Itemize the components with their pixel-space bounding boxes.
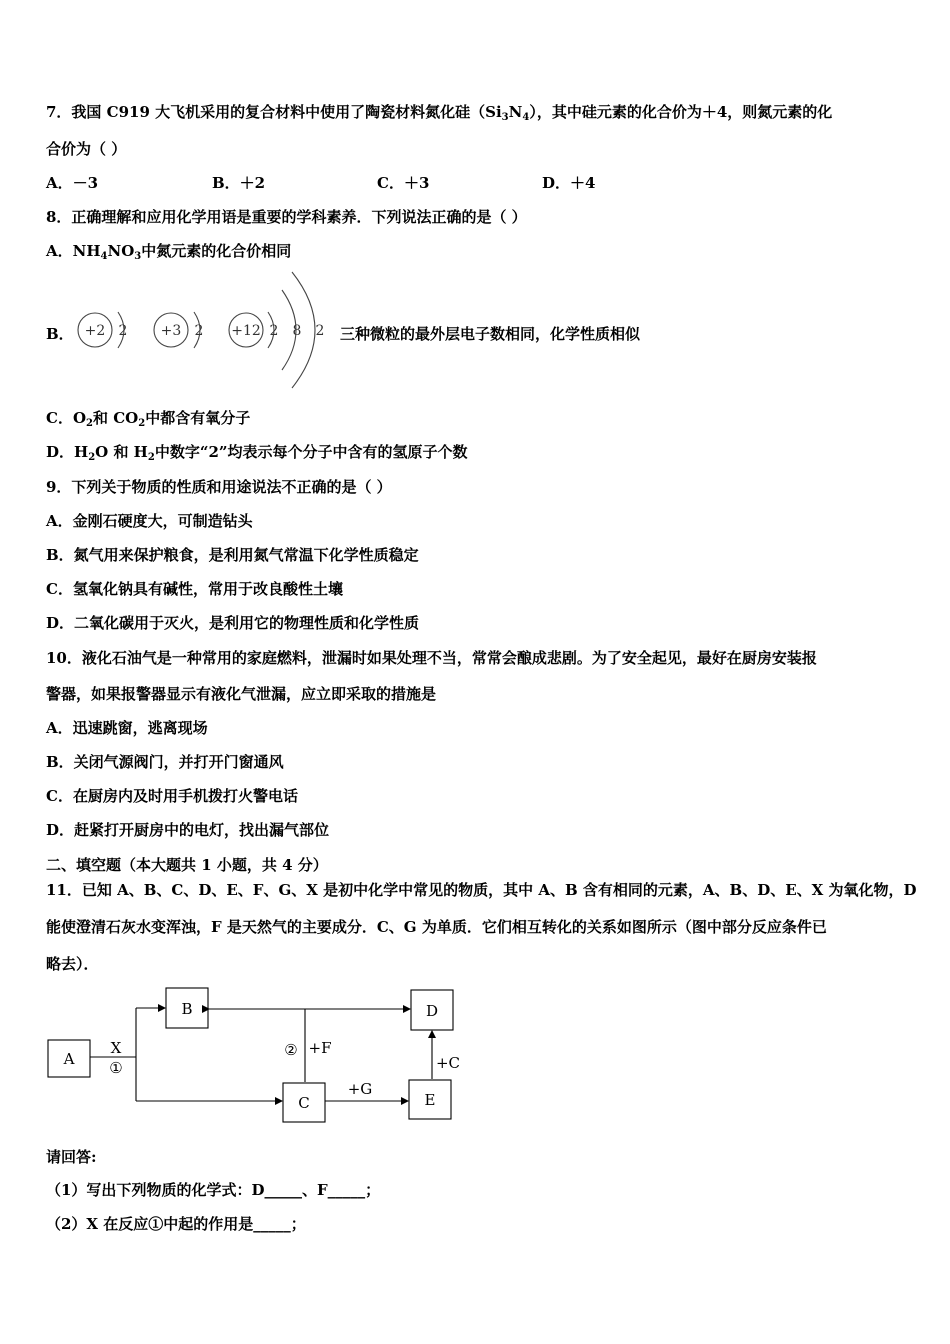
label-plus-c: +C: [435, 1054, 461, 1072]
q11-stem-line1: 11．已知 A、B、C、D、E、F、G、X 是初中化学中常见的物质，其中 A、B 含有相同的元素，A、B、D、E、X 为氧化物，D: [46, 881, 917, 899]
box-b-label: B: [181, 1000, 193, 1018]
q7-option-a: A．－3: [46, 174, 99, 192]
q11-stem-line3: 略去）．: [46, 955, 99, 973]
q7-option-d: D．＋4: [542, 174, 596, 192]
box-c-label: C: [298, 1094, 310, 1112]
atom-structure-diagrams: [70, 270, 335, 400]
q11-sub1: （1）写出下列物质的化学式：D_____、F_____；: [46, 1181, 381, 1199]
label-plus-g: +G: [347, 1080, 373, 1098]
q10-option-c: C．在厨房内及时用手机拨打火警电话: [46, 787, 298, 805]
q9-option-b: B．氮气用来保护粮食，是利用氮气常温下化学性质稳定: [46, 546, 419, 564]
q7-stem-line2: 合价为（ ）: [46, 140, 127, 158]
label-x: X: [110, 1039, 122, 1057]
reaction-flow-diagram: [40, 980, 480, 1130]
atom3-shell1-electrons: 2: [269, 323, 279, 339]
q11-answer-prompt: 请回答:: [46, 1148, 97, 1166]
q10-stem-line1: 10．液化石油气是一种常用的家庭燃料，泄漏时如果处理不当，常常会酿成悲剧。为了安全起见，最好在厨房安装报: [46, 649, 817, 667]
atom3-nucleus-charge: +12: [231, 323, 261, 339]
q8-option-d: D．$H_2O$ 和 $H_2$中数字“2”均表示每个分子中含有的氢原子个数: [46, 443, 468, 463]
q10-option-b: B．关闭气源阀门，并打开门窗通风: [46, 753, 284, 771]
box-a-label: A: [63, 1050, 75, 1068]
atom3-shell3-electrons: 2: [315, 323, 325, 339]
q9-option-d: D．二氧化碳用于灭火，是利用它的物理性质和化学性质: [46, 614, 420, 632]
q10-option-a: A．迅速跳窗，逃离现场: [46, 719, 208, 737]
q8-stem: 8．正确理解和应用化学用语是重要的学科素养．下列说法正确的是（ ）: [46, 208, 527, 226]
q11-sub2: （2）X 在反应①中起的作用是_____；: [46, 1215, 306, 1233]
box-d-label: D: [425, 1002, 439, 1020]
label-reaction-1: ①: [109, 1059, 123, 1077]
box-e-label: E: [424, 1091, 436, 1109]
atom2-shell-electrons: 2: [194, 323, 204, 339]
q9-stem: 9．下列关于物质的性质和用途说法不正确的是（ ）: [46, 478, 392, 496]
atom3-shell2-electrons: 8: [292, 323, 302, 339]
q8-option-b-text: 三种微粒的最外层电子数相同，化学性质相似: [340, 325, 641, 343]
atom1-shell-electrons: 2: [118, 323, 128, 339]
q7-option-b: B．＋2: [212, 174, 266, 192]
q7-options: [46, 173, 906, 193]
q7-stem-line1: 7．我国 C919 大飞机采用的复合材料中使用了陶瓷材料氮化硅$(Si_3N_4)$，其中硅元素的化合价为＋4，则氮元素的化: [46, 103, 833, 123]
q8-option-a: A．$NH_4NO_3$中氮元素的化合价相同: [46, 242, 292, 262]
q8-option-b-label: B．: [46, 325, 74, 343]
label-plus-f: +F: [308, 1039, 332, 1057]
atom1-nucleus-charge: +2: [84, 323, 106, 339]
q9-option-a: A．金刚石硬度大，可制造钻头: [46, 512, 253, 530]
q9-option-c: C．氢氧化钠具有碱性，常用于改良酸性土壤: [46, 580, 343, 598]
atom2-nucleus-charge: +3: [160, 323, 182, 339]
label-reaction-2: ②: [284, 1041, 298, 1059]
q10-option-d: D．赶紧打开厨房中的电灯，找出漏气部位: [46, 821, 330, 839]
q7-option-c: C．＋3: [377, 174, 430, 192]
q11-stem-line2: 能使澄清石灰水变浑浊，F 是天然气的主要成分．C、G 为单质．它们相互转化的关系如图所示（图中部分反应条件已: [46, 918, 827, 936]
q8-option-c: C．$O_2$和 $CO_2$中都含有氧分子: [46, 409, 251, 429]
section-heading: 二、填空题（本大题共 1 小题，共 4 分）: [46, 856, 328, 874]
q10-stem-line2: 警器，如果报警器显示有液化气泄漏，应立即采取的措施是: [46, 685, 437, 703]
